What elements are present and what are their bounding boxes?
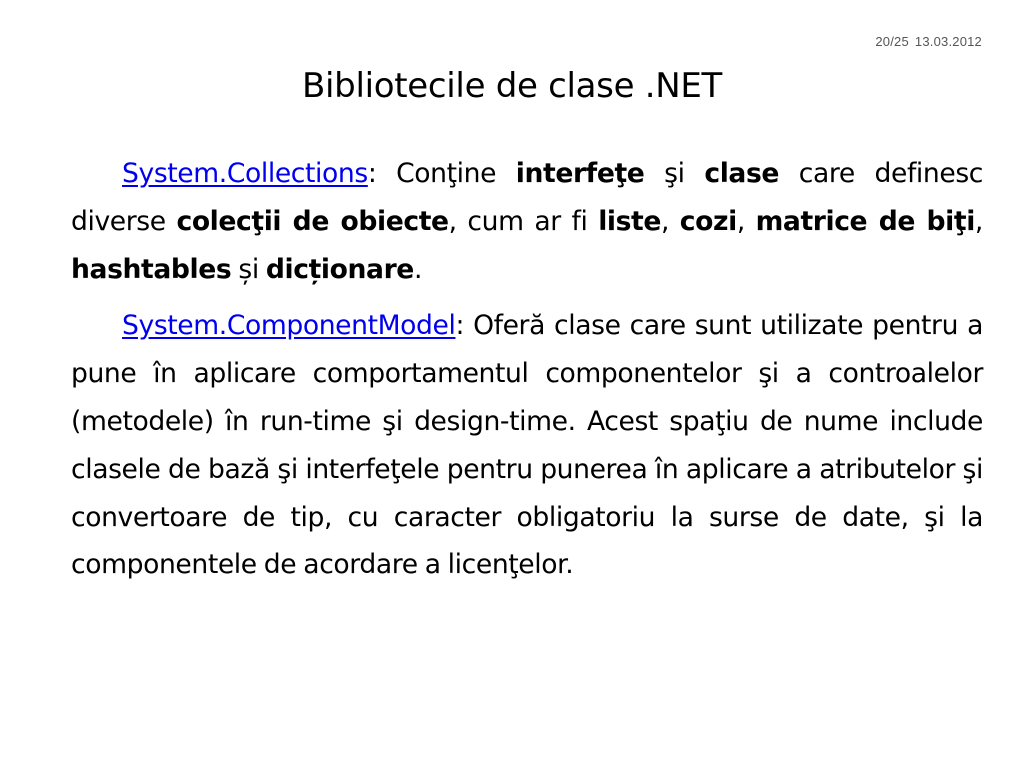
- p1-text-2: şi: [644, 158, 705, 189]
- paragraph-system-collections: [71, 150, 983, 293]
- p1-bold-interfete: interfeţe: [515, 158, 645, 189]
- p1-text-4: , cum ar fi: [448, 205, 599, 237]
- p1-bold-cozi: cozi: [679, 205, 737, 237]
- paragraph-system-componentmodel: [71, 302, 983, 589]
- p1-bold-dictionare: dicționare: [265, 253, 414, 285]
- p1-text-6: ,: [736, 205, 756, 237]
- slide-content: [71, 150, 983, 589]
- system-componentmodel-link[interactable]: System.ComponentModel: [122, 310, 456, 342]
- slide-info: [875, 34, 982, 49]
- p1-bold-clase: clase: [704, 158, 780, 189]
- p1-text-3: care definesc diverse: [71, 158, 983, 237]
- slide-title: Bibliotecile de clase .NET: [301, 66, 723, 106]
- p1-bold-hashtables: hashtables: [71, 253, 232, 285]
- p1-text-8: și: [231, 253, 266, 285]
- p1-bold-colectii: colecţii de obiecte: [176, 205, 449, 237]
- p1-bold-liste: liste: [598, 205, 661, 237]
- p1-text-5: ,: [661, 205, 680, 237]
- p1-text-7: ,: [974, 205, 983, 237]
- slide-page-number: 20/25: [875, 34, 909, 49]
- p2-text: : Oferă clase care sunt utilizate pentru a pune în aplicare comportamentul componentelor şi a controalelor (metodele) în run-time şi design-time. Acest spaţiu de nume include clasele de bază şi interfeţele pentru punerea în aplicare a atributelor şi convertoare de tip, cu caracter obligatoriu la surse de date, şi la componentele de acordare a licenţelor.: [71, 310, 983, 581]
- p1-text-9: .: [413, 253, 422, 285]
- p1-text-1: : Conţine: [367, 158, 516, 189]
- slide-date: 13.03.2012: [914, 34, 982, 49]
- system-collections-link[interactable]: System.Collections: [122, 158, 368, 189]
- p1-bold-matrice: matrice de biţi: [755, 205, 975, 237]
